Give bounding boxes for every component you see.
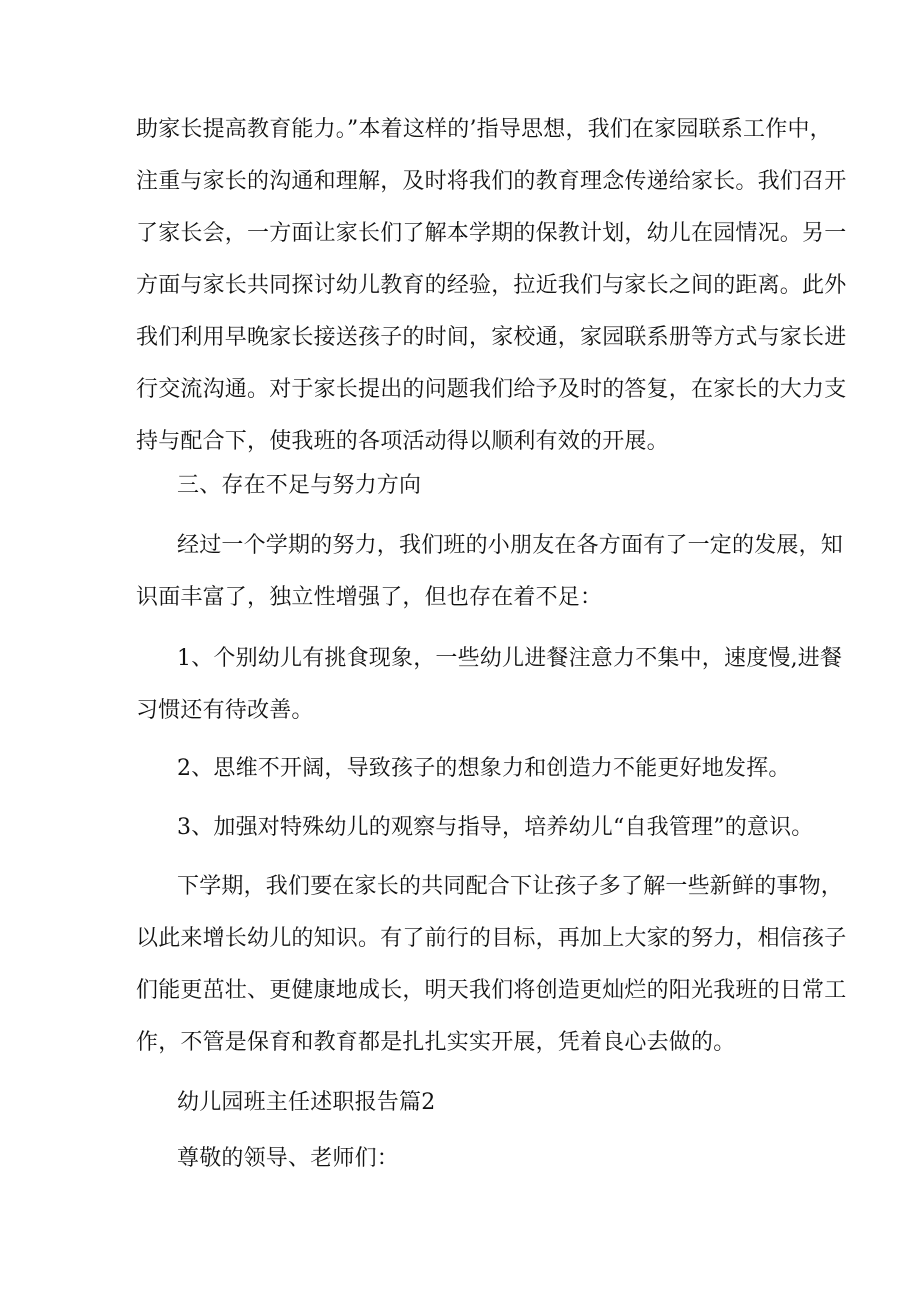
text-line: 以此来增长幼儿的知识。有了前行的目标，再加上大家的努力，相信孩子 bbox=[136, 926, 847, 951]
text-line: 作，不管是保育和教育都是扎扎实实开展，凭着良心去做的。 bbox=[136, 1030, 736, 1055]
text-line: 注重与家长的沟通和理解，及时将我们的教育理念传递给家长。我们召开 bbox=[136, 169, 847, 194]
section-heading bbox=[136, 460, 786, 512]
greeting bbox=[136, 1133, 786, 1185]
text-line: 经过一个学期的努力，我们班的小朋友在各方面有了一定的发展，知 bbox=[177, 533, 844, 558]
paragraph-next-semester bbox=[136, 861, 847, 1069]
paragraph-summary bbox=[136, 520, 844, 624]
list-item-3 bbox=[136, 802, 814, 854]
text-line: 行交流沟通。对于家长提出的问题我们给予及时的答复，在家长的大力支 bbox=[136, 377, 847, 402]
text-line: 2、思维不开阔，导致孩子的想象力和创造力不能更好地发挥。 bbox=[177, 756, 791, 781]
report-title bbox=[136, 1077, 786, 1129]
text-line: 下学期，我们要在家长的共同配合下让孩子多了解一些新鲜的事物， bbox=[177, 874, 844, 899]
paragraph-home-school-contact bbox=[136, 104, 847, 468]
text-line: 助家长提高教育能力。”本着这样的’指导思想，我们在家园联系工作中， bbox=[136, 117, 832, 142]
list-item-1 bbox=[136, 633, 843, 737]
text-line: 持与配合下，使我班的各项活动得以顺利有效的开展。 bbox=[136, 429, 669, 454]
text-line: 了家长会，一方面让家长们了解本学期的保教计划，幼儿在园情况。另一 bbox=[136, 221, 847, 246]
text-line: 习惯还有待改善。 bbox=[136, 698, 314, 723]
text-line: 方面与家长共同探讨幼儿教育的经验，拉近我们与家长之间的距离。此外 bbox=[136, 273, 847, 298]
text-line: 识面丰富了，独立性增强了，但也存在着不足： bbox=[136, 585, 603, 610]
list-item-2 bbox=[136, 743, 791, 795]
section-heading-text: 三、存在不足与努力方向 bbox=[177, 473, 422, 498]
text-line: 们能更茁壮、更健康地成长，明天我们将创造更灿烂的阳光我班的日常工 bbox=[136, 978, 847, 1003]
report-title-text: 幼儿园班主任述职报告篇2 bbox=[177, 1090, 436, 1115]
text-line: 我们利用早晚家长接送孩子的时间，家校通，家园联系册等方式与家长进 bbox=[136, 325, 847, 350]
text-line: 3、加强对特殊幼儿的观察与指导，培养幼儿“自我管理”的意识。 bbox=[177, 815, 814, 840]
text-line: 1、个别幼儿有挑食现象，一些幼儿进餐注意力不集中，速度慢,进餐 bbox=[177, 646, 843, 671]
greeting-text: 尊敬的领导、老师们： bbox=[177, 1146, 400, 1171]
